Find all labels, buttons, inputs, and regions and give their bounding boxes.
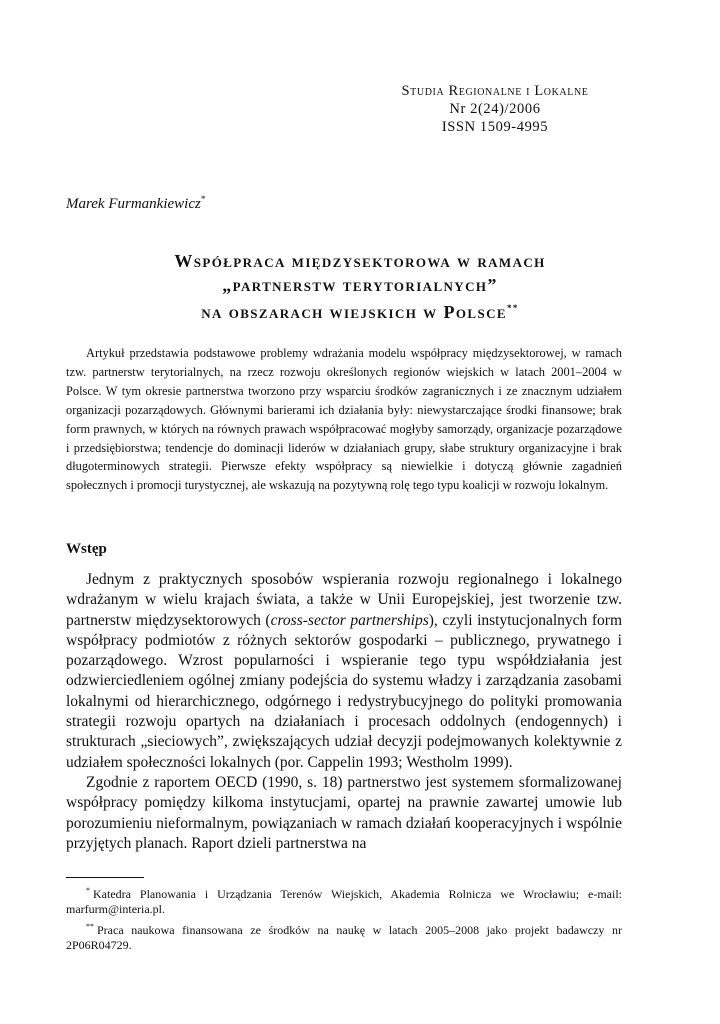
journal-name: Studia Regionalne i Lokalne — [401, 83, 589, 99]
body-text — [66, 570, 622, 854]
footnote-2-text: Praca naukowa finansowana ze środków na naukę w latach 2005–2008 jako projekt badawczy nr 2P06R04729. — [66, 922, 622, 952]
article-title — [40, 250, 680, 325]
p1-text-after: ), czyli instytucjonalnych form współpracy podmiotów z różnych sektorów gospodarki – publicznego, prywatnego i pozarządowego. Wzrost popularności i wspieranie tego typu współdziałania jest odzwierciedleniem ogólnej zmiany podejścia do systemu władzy i zarządzania zasobami lokalnymi od hierarchicznego, odgórnego i redystrybucyjnego do polityki promowania strategii rozwoju opartych na działaniach i procesach oddolnych (endogennych) i strukturach „sieciowych”, zwiększających udział decyzji podejmowanych kolektywnie z udziałem społeczności lokalnych (por. Cappelin 1993; Westholm 1999). — [66, 611, 622, 771]
footnote-2 — [66, 919, 622, 954]
title-footnote-mark: ** — [506, 303, 519, 313]
abstract: Artykuł przedstawia podstawowe problemy wdrażania modelu współpracy międzysektorowej, w ramach tzw. partnerstw terytorialnych, na rzecz rozwoju określonych regionów wiejskich w latach 2001–2004 w Polsce. W tym okresie partnerstwa tworzono przy wsparciu środków zagranicznych i ze znacznym udziałem organizacji pozarządowych. Głównymi barierami ich działania były: niewystarczające środki finansowe; brak form prawnych, w których na równych prawach współpracować mogłyby samorządy, organizacje pozarządowe i przedsiębiorstwa; tendencje do dominacji liderów w działaniach grupy, słabe struktury organizacyjne i brak długoterminowych strategii. Pierwsze efekty współpracy są niewielkie i dotyczą głównie zagadnień społecznych i promocji turystycznej, ale wskazują na pozytywną rolę tego typu koalicji w rozwoju lokalnym. — [66, 346, 622, 493]
author-footnote-mark: * — [200, 194, 206, 204]
title-line-3-wrap — [40, 297, 680, 325]
author-line — [66, 194, 205, 213]
title-line-2: „partnerstw terytorialnych” — [222, 274, 498, 295]
title-line-1: Współpraca międzysektorowa w ramach — [174, 251, 546, 271]
section-heading: Wstęp — [66, 541, 107, 557]
footnote-2-mark: ** — [86, 921, 94, 931]
body-paragraph-1 — [66, 570, 622, 773]
journal-issn: ISSN 1509-4995 — [441, 119, 549, 135]
author-name: Marek Furmankiewicz — [66, 196, 201, 212]
footnote-1-text: Katedra Planowania i Urządzania Terenów Wiejskich, Akademia Rolnicza we Wrocławiu; e-mail: marfurm@interia.pl. — [66, 887, 622, 917]
footnote-1 — [66, 883, 622, 918]
footnote-separator — [66, 877, 144, 878]
body-paragraph-2: Zgodnie z raportem OECD (1990, s. 18) partnerstwo jest systemem sformalizowanej współpracy pomiędzy kilkoma instytucjami, opartej na prawnie zawartej umowie lub porozumieniu nieformalnym, powiązaniach w ramach działań kooperacyjnych i wspólnie przyjętych planach. Raport dzieli partnerstwa na — [66, 773, 622, 852]
footnote-1-mark: * — [86, 886, 90, 895]
journal-header — [355, 82, 635, 136]
p1-text-before: Jednym z praktycznych sposobów wspierania rozwoju regionalnego i lokalnego wdrażanym w wielu krajach świata, a także w Unii Europejskiej, jest tworzenie tzw. partnerstw międzysektorowych ( — [66, 571, 622, 629]
p1-italic-term: cross-sector partnerships — [270, 611, 429, 629]
footnotes — [66, 883, 622, 954]
journal-issue: Nr 2(24)/2006 — [449, 101, 541, 117]
title-line-3: na obszarach wiejskich w Polsce — [201, 302, 507, 322]
